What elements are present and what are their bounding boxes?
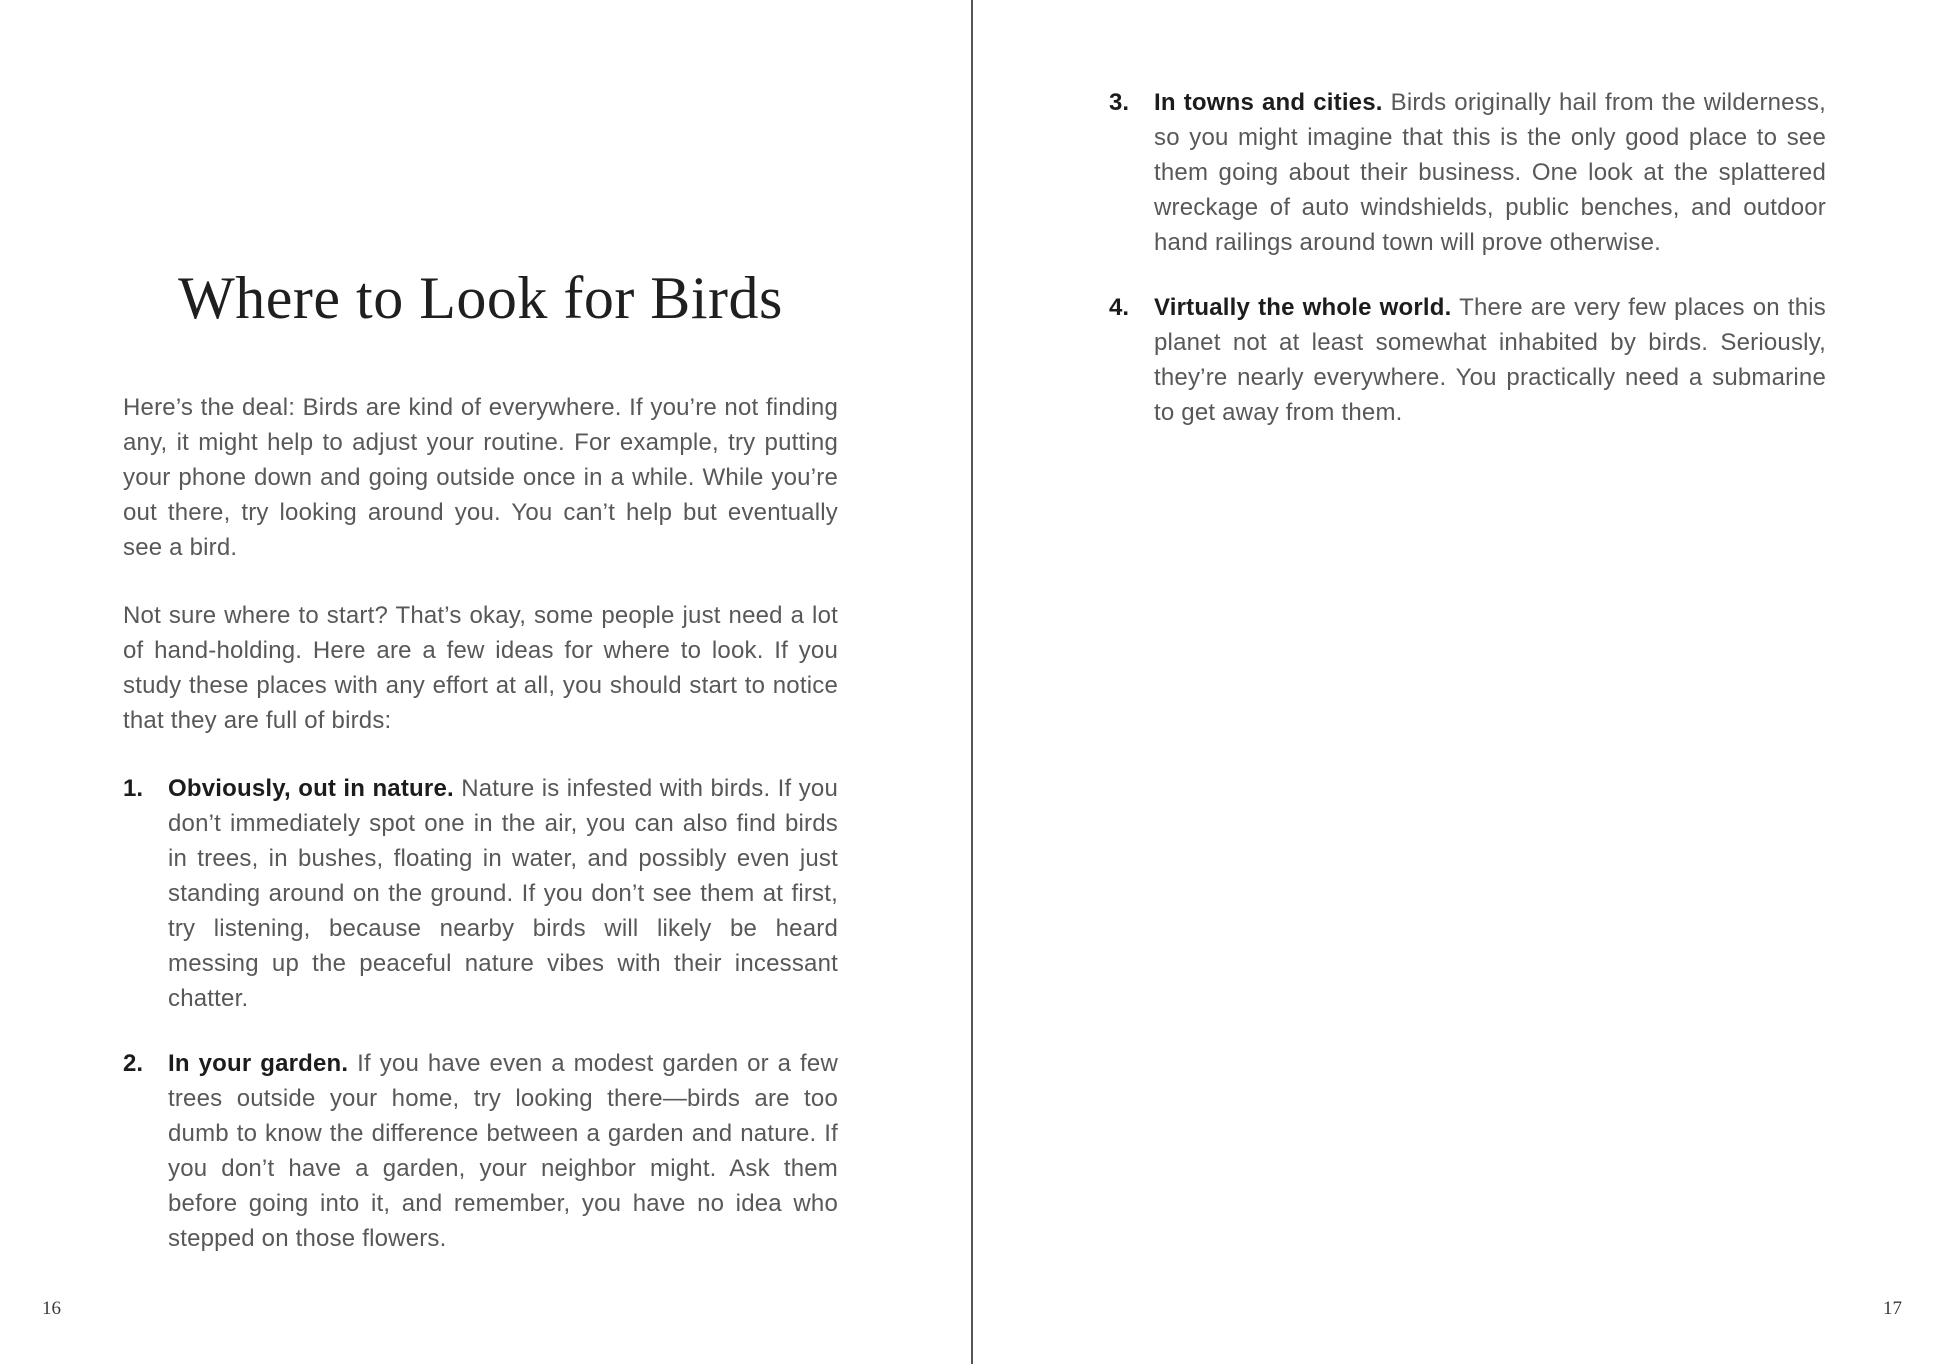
list-item-text (168, 1046, 838, 1256)
page-left (0, 0, 971, 1364)
intro-paragraph: Here’s the deal: Birds are kind of everywhere. If you’re not finding any, it might help to adjust your routine. For example, try putting your phone down and going outside once in a while. While you’re out there, try looking around you. You can’t help but eventually see a bird. (123, 394, 838, 561)
list-item-number: 4. (1109, 294, 1130, 321)
list-item-number: 2. (123, 1050, 144, 1077)
list-item (123, 771, 838, 1016)
left-text-column (123, 390, 838, 1256)
list-item-body: There are very few places on this planet not at least somewhat inhabited by birds. Seriously, they’re nearly everywhere. You practically need a submarine to get away from them. (1154, 294, 1826, 426)
list-item-lead: In your garden. (168, 1050, 349, 1077)
page-gutter-divider (971, 0, 973, 1364)
list-item-number: 1. (123, 775, 144, 802)
chapter-title: Where to Look for Birds (178, 265, 783, 332)
list-item (123, 1046, 838, 1256)
list-item-text (1154, 85, 1826, 260)
list-item-text (1154, 290, 1826, 430)
list-item-lead: In towns and cities. (1154, 89, 1383, 116)
lead-in-paragraph: Not sure where to start? That’s okay, some people just need a lot of hand-holding. Here are a few ideas for where to look. If you study these places with any effort at all, you should start to notice that they are full of birds: (123, 602, 838, 734)
list-item-body: Birds originally hail from the wilderness, so you might imagine that this is the only good place to see them going about their business. One look at the splattered wreckage of auto windshields, public benches, and outdoor hand railings around town will prove otherwise. (1154, 89, 1826, 256)
list-item-body: Nature is infested with birds. If you don’t immediately spot one in the air, you can also find birds in trees, in bushes, floating in water, and possibly even just standing around on the ground. If you don’t see them at first, try listening, because nearby birds will likely be heard messing up the peaceful nature vibes with their incessant chatter. (168, 775, 839, 1012)
list-item-number: 3. (1109, 89, 1130, 116)
list-item-body: If you have even a modest garden or a few trees outside your home, try looking there—birds are too dumb to know the difference between a garden and nature. If you don’t have a garden, your neighbor might. Ask them before going into it, and remember, you have no idea who stepped on those flowers. (168, 1050, 838, 1252)
page-right (975, 0, 1946, 1364)
list-item (1109, 85, 1826, 260)
list-item (1109, 290, 1826, 430)
list-item-lead: Virtually the whole world. (1154, 294, 1452, 321)
list-item-lead: Obviously, out in nature. (168, 775, 454, 802)
right-text-column (1109, 85, 1826, 430)
page-number-left: 16 (42, 1298, 61, 1319)
list-item-text (168, 771, 838, 1016)
page-number-right: 17 (1883, 1298, 1902, 1319)
